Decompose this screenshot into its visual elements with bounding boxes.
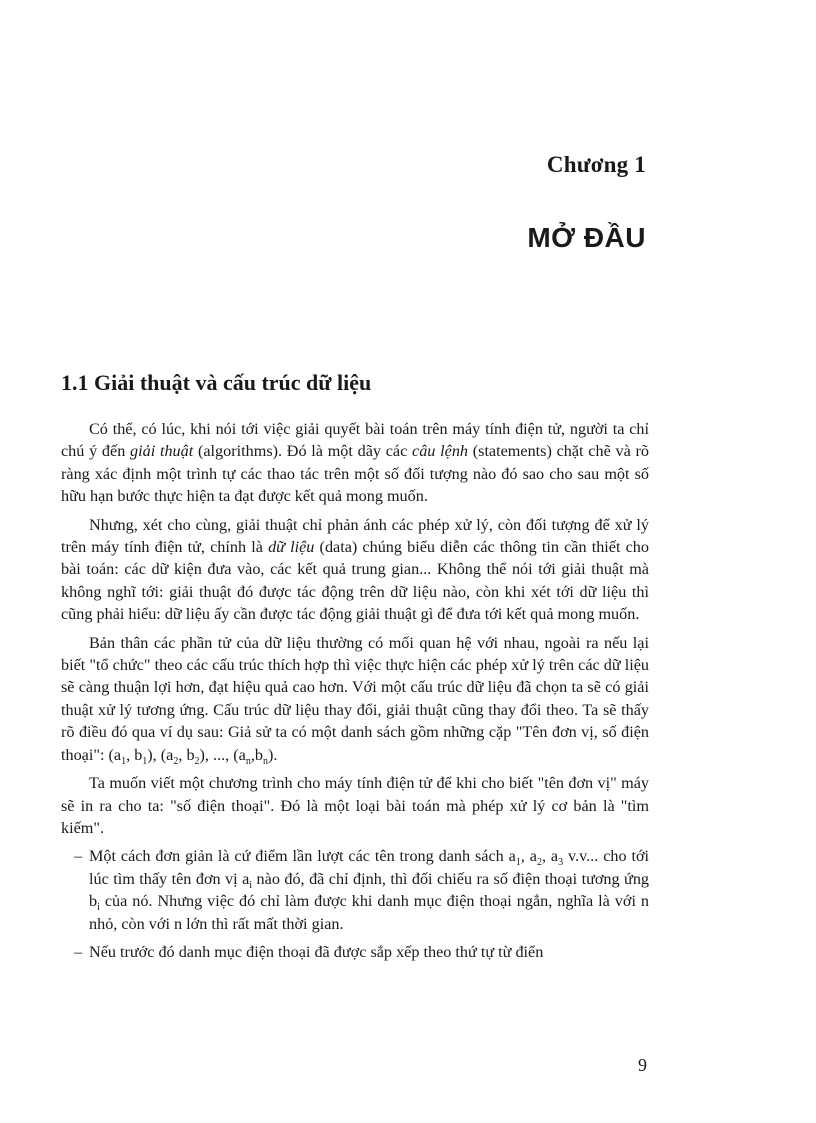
list-item: – Một cách đơn giản là cứ điểm lần lượt các tên trong danh sách $a_1$, $a_2$, $a_3$ v.v... cho tới lúc tìm thấy tên đơn vị $a_i$ nào đó, đã chỉ định, thì đối chiếu ra số điện thoại tương ứng $b_i$ của nó. Nhưng việc đó chỉ làm được khi danh mục điện thoại ngắn, nghĩa là với n nhỏ, còn với n lớn thì rất mất thời gian. [74,847,650,933]
bullet-list [61,845,649,963]
paragraph-3: Bản thân các phần tử của dữ liệu thường có mối quan hệ với nhau, ngoài ra nếu lại biết "tổ chức" theo các cấu trúc thích hợp thì việc thực hiện các phép xử lý trên các dữ liệu sẽ càng thuận lợi hơn, đạt hiệu quả cao hơn. Với một cấu trúc dữ liệu đã chọn ta sẽ có giải thuật xử lý tương ứng. Cấu trúc dữ liệu thay đổi, giải thuật cũng thay đổi theo. Ta sẽ thấy rõ điều đó qua ví dụ sau: Giả sử ta có một danh sách gồm những cặp "Tên đơn vị, số điện thoại": ($a_1$, $b_1$), ($a_2$, $b_2$), ..., $(a_n,b_n)$. [61,633,649,767]
chapter-label: Chương 1 [546,152,646,177]
page-number: 9 [638,1055,647,1075]
emphasis-data: dữ liệu [268,538,315,557]
chapter-title: MỞ ĐẦU [527,222,646,253]
dash-bullet: – [74,942,83,961]
paragraph-1: Có thể, có lúc, khi nói tới việc giải quyết bài toán trên máy tính điện tử, người ta chỉ chú ý đến giải thuật (algorithms). Đó là một dãy các câu lệnh (statements) chặt chẽ và rõ ràng xác định một trình tự các thao tác trên một số đối tượng nào đó sao cho sau một số hữu hạn bước thực hiện ta đạt được kết quả mong muốn. [61,420,649,506]
paragraph-2: Nhưng, xét cho cùng, giải thuật chỉ phản ánh các phép xử lý, còn đối tượng để xử lý trên máy tính điện tử, chính là dữ liệu (data) chúng biểu diễn các thông tin cần thiết cho bài toán: các dữ kiện đưa vào, các kết quả trung gian... Không thể nói tới giải thuật mà không nghĩ tới: giải thuật đó được tác động trên dữ liệu nào, còn khi xét tới dữ liệu thì cũng phải hiểu: dữ liệu ấy cần được tác động giải thuật gì để đưa tới kết quả mong muốn. [61,515,649,624]
body-text [61,418,649,969]
emphasis-statements: câu lệnh [412,442,469,461]
list-item: – Nếu trước đó danh mục điện thoại đã được sắp xếp theo thứ tự từ điển [61,941,649,963]
emphasis-algorithms: giải thuật [130,442,194,461]
section-heading: 1.1 Giải thuật và cấu trúc dữ liệu [61,370,372,395]
dash-bullet: – [74,847,83,866]
paragraph-4: Ta muốn viết một chương trình cho máy tính điện tử để khi cho biết "tên đơn vị" máy sẽ in ra cho ta: "số điện thoại". Đó là một loại bài toán mà phép xử lý cơ bản là "tìm kiếm". [61,774,649,837]
